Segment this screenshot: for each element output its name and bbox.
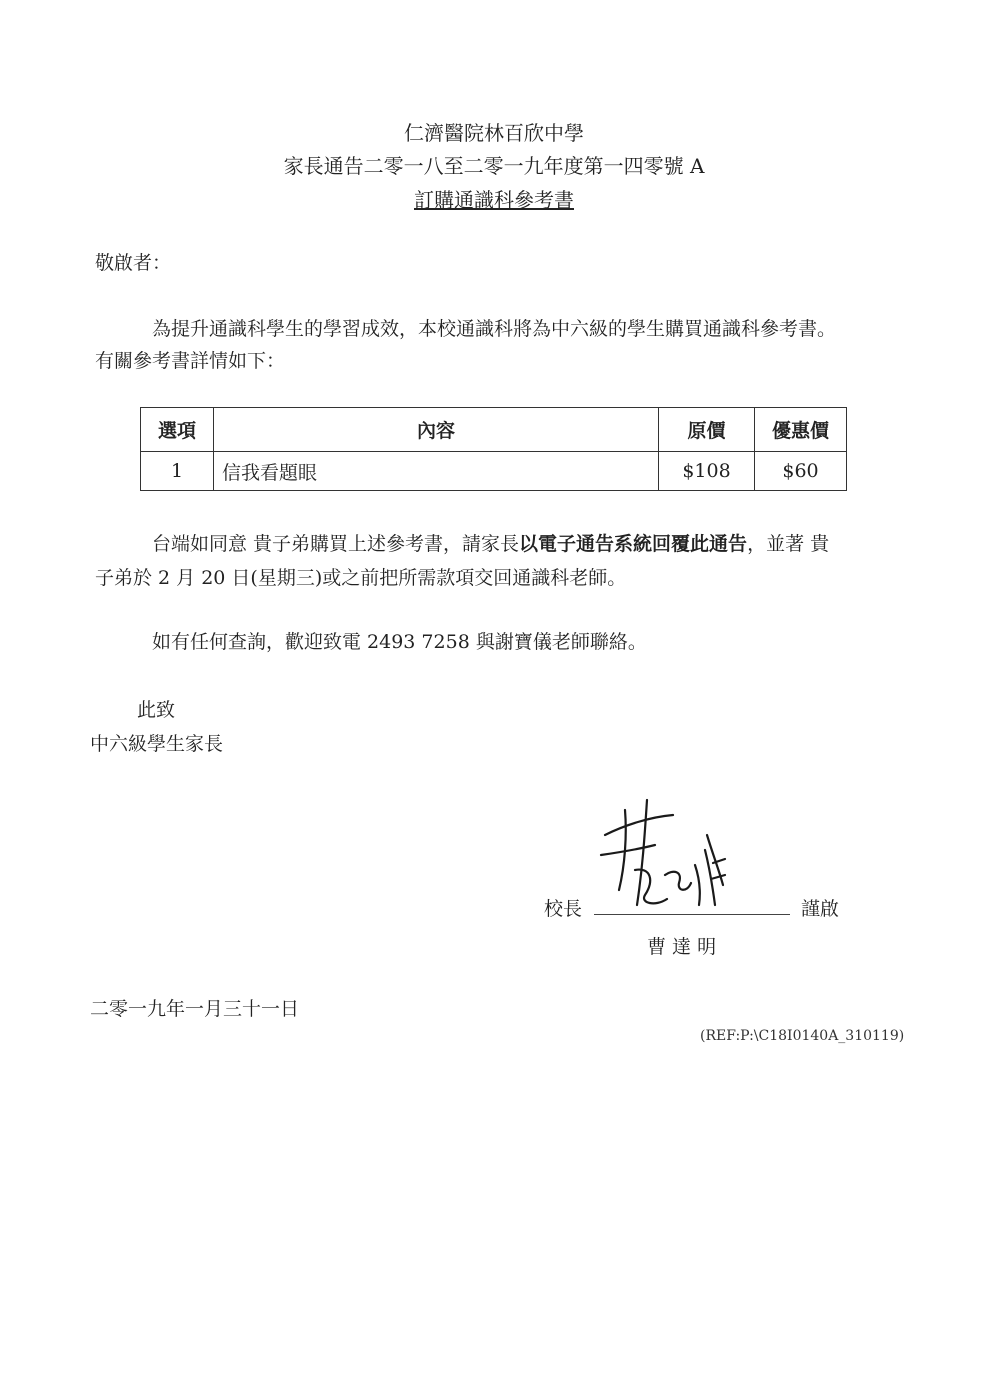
cell-discount-price: $60 [755,452,847,491]
body-para-1-emphasis: 以電子通告系統回覆此通告 [519,533,748,555]
notice-number: 家長通告二零一八至二零一九年度第一四零號 A [283,154,705,178]
body-para-1-line-2: 子弟於 2 月 20 日(星期三)或之前把所需款項交回通識科老師。 [95,567,627,589]
body-para-1-text-a: 台端如同意 貴子弟購買上述參考書，請家長 [152,533,520,555]
body-para-1-text-b: ，並著 貴 [747,533,830,555]
notice-subject-text: 訂購通識科參考書 [414,188,574,212]
book-options-table [140,407,847,491]
table-header-row [141,408,847,452]
principal-name: 曹 達 明 [647,936,717,958]
salutation: 敬啟者： [95,252,172,274]
cell-content: 信我看題眼 [214,452,659,491]
signature-title: 校長 [544,898,583,920]
cell-option: 1 [141,452,214,491]
header-content: 內容 [214,408,659,452]
header-discount-price: 優惠價 [755,408,847,452]
closing-ci-zhi: 此致 [137,699,176,721]
body-para-1-line-1 [152,529,829,559]
cell-original-price: $108 [659,452,755,491]
signature-suffix: 謹啟 [801,898,840,920]
school-name: 仁濟醫院林百欣中學 [404,121,584,145]
principal-signature [595,795,755,915]
notice-subject [0,184,988,213]
intro-line-2: 有關參考書詳情如下： [95,350,286,372]
notice-date: 二零一九年一月三十一日 [90,998,300,1020]
header-option: 選項 [141,408,214,452]
signature-line [594,914,790,915]
intro-line-1: 為提升通識科學生的學習成效，本校通識科將為中六級的學生購買通識科參考書。 [152,318,837,340]
header-original-price: 原價 [659,408,755,452]
table-row [141,452,847,491]
closing-recipient: 中六級學生家長 [90,733,224,755]
body-para-2: 如有任何查詢，歡迎致電 2493 7258 與謝寶儀老師聯絡。 [152,631,647,653]
reference-code: (REF:P:\C18I0140A_310119) [700,1028,905,1044]
